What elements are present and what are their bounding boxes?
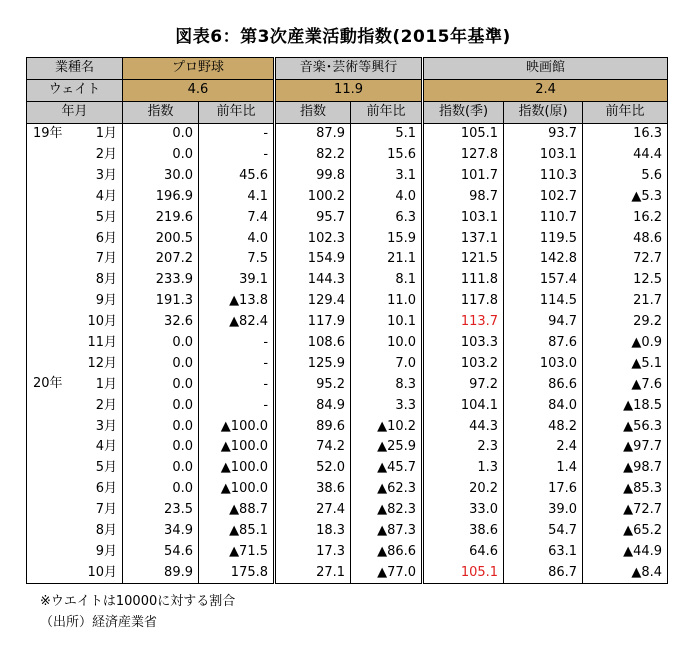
year-month-cell: [27, 228, 123, 249]
data-cell: 8.3: [351, 374, 423, 395]
data-cell: 72.7: [583, 249, 668, 270]
month-label: 6月: [95, 230, 117, 246]
data-cell: 34.9: [123, 521, 199, 542]
month-label: 10月: [87, 314, 117, 330]
year-month-cell: [27, 291, 123, 312]
data-cell: 3.3: [351, 395, 423, 416]
data-table: [26, 57, 668, 584]
data-cell: 100.2: [275, 186, 351, 207]
data-cell: 125.9: [275, 353, 351, 374]
data-cell: ▲82.3: [351, 500, 423, 521]
data-cell: ▲88.7: [199, 500, 275, 521]
data-cell: 97.2: [423, 374, 504, 395]
year-month-cell: [27, 353, 123, 374]
data-cell: 16.2: [583, 207, 668, 228]
data-cell: 27.1: [275, 562, 351, 583]
data-cell: 0.0: [123, 145, 199, 166]
data-cell: 20.2: [423, 479, 504, 500]
data-cell: ▲56.3: [583, 416, 668, 437]
data-cell: 108.6: [275, 333, 351, 354]
data-cell: 196.9: [123, 186, 199, 207]
table-row: [27, 333, 668, 354]
data-cell: 119.5: [504, 228, 583, 249]
data-cell: ▲100.0: [199, 416, 275, 437]
data-cell: 0.0: [123, 374, 199, 395]
data-cell: ▲62.3: [351, 479, 423, 500]
data-cell: 33.0: [423, 500, 504, 521]
data-cell: 74.2: [275, 437, 351, 458]
data-cell: ▲98.7: [583, 458, 668, 479]
table-row: [27, 291, 668, 312]
data-cell: 12.5: [583, 270, 668, 291]
data-cell: ▲85.1: [199, 521, 275, 542]
data-cell: 17.3: [275, 541, 351, 562]
data-cell: 84.9: [275, 395, 351, 416]
data-cell: 0.0: [123, 353, 199, 374]
data-cell: 117.8: [423, 291, 504, 312]
data-cell: ▲7.6: [583, 374, 668, 395]
table-row: [27, 458, 668, 479]
table-row: [27, 521, 668, 542]
data-cell: 87.9: [275, 123, 351, 144]
weight-performing-arts: 11.9: [275, 79, 423, 101]
data-cell: ▲0.9: [583, 333, 668, 354]
data-cell: ▲13.8: [199, 291, 275, 312]
data-cell: 4.0: [351, 186, 423, 207]
year-month-cell: [27, 249, 123, 270]
year-month-cell: [27, 541, 123, 562]
data-cell: 94.7: [504, 312, 583, 333]
data-cell: 117.9: [275, 312, 351, 333]
data-cell: 95.2: [275, 374, 351, 395]
data-cell: 38.6: [423, 521, 504, 542]
weight-baseball: 4.6: [123, 79, 275, 101]
data-cell: ▲10.2: [351, 416, 423, 437]
data-cell: 101.7: [423, 165, 504, 186]
table-row: [27, 479, 668, 500]
data-cell: 113.7: [423, 312, 504, 333]
month-label: 9月: [95, 293, 117, 309]
table-row: [27, 145, 668, 166]
data-cell: 30.0: [123, 165, 199, 186]
data-cell: 103.0: [504, 353, 583, 374]
data-cell: ▲65.2: [583, 521, 668, 542]
data-cell: 10.1: [351, 312, 423, 333]
data-cell: 89.9: [123, 562, 199, 583]
group-name-performing-arts: 音楽･芸術等興行: [275, 58, 423, 80]
data-cell: 89.6: [275, 416, 351, 437]
year-label: 20年: [33, 376, 63, 392]
month-label: 5月: [95, 460, 117, 476]
data-cell: -: [199, 374, 275, 395]
column-header: 前年比: [199, 101, 275, 123]
column-header: 指数(原): [504, 101, 583, 123]
data-cell: 111.8: [423, 270, 504, 291]
table-row: [27, 270, 668, 291]
header-row-columns: [27, 101, 668, 123]
data-cell: 103.3: [423, 333, 504, 354]
weight-label: ウェイト: [27, 79, 123, 101]
data-cell: 23.5: [123, 500, 199, 521]
data-cell: ▲87.3: [351, 521, 423, 542]
year-month-cell: [27, 123, 123, 144]
data-cell: 54.6: [123, 541, 199, 562]
data-cell: 64.6: [423, 541, 504, 562]
column-header: 前年比: [583, 101, 668, 123]
data-cell: 39.0: [504, 500, 583, 521]
data-cell: 129.4: [275, 291, 351, 312]
data-cell: 105.1: [423, 123, 504, 144]
data-cell: -: [199, 333, 275, 354]
data-cell: 63.1: [504, 541, 583, 562]
data-cell: 175.8: [199, 562, 275, 583]
data-cell: 52.0: [275, 458, 351, 479]
data-cell: 86.6: [504, 374, 583, 395]
data-cell: 103.1: [504, 145, 583, 166]
year-month-cell: [27, 416, 123, 437]
year-label: 19年: [33, 125, 63, 141]
column-header: 指数: [123, 101, 199, 123]
data-cell: ▲72.7: [583, 500, 668, 521]
table-row: [27, 541, 668, 562]
data-cell: ▲8.4: [583, 562, 668, 583]
year-month-cell: [27, 145, 123, 166]
data-cell: 154.9: [275, 249, 351, 270]
data-cell: 1.4: [504, 458, 583, 479]
data-cell: 7.0: [351, 353, 423, 374]
year-month-cell: [27, 395, 123, 416]
data-cell: 1.3: [423, 458, 504, 479]
data-cell: 6.3: [351, 207, 423, 228]
data-cell: ▲100.0: [199, 437, 275, 458]
data-cell: 114.5: [504, 291, 583, 312]
data-cell: 95.7: [275, 207, 351, 228]
data-cell: 233.9: [123, 270, 199, 291]
page-title: 図表6：第3次産業活動指数(2015年基準): [175, 27, 511, 47]
month-label: 1月: [95, 126, 117, 142]
month-label: 4月: [95, 188, 117, 204]
data-cell: 11.0: [351, 291, 423, 312]
data-cell: 0.0: [123, 333, 199, 354]
data-cell: ▲100.0: [199, 458, 275, 479]
data-cell: ▲5.1: [583, 353, 668, 374]
data-cell: 48.2: [504, 416, 583, 437]
data-cell: 0.0: [123, 479, 199, 500]
group-name-cinema: 映画館: [423, 58, 668, 80]
data-cell: -: [199, 395, 275, 416]
month-label: 2月: [95, 147, 117, 162]
year-month-cell: [27, 562, 123, 583]
data-cell: 200.5: [123, 228, 199, 249]
data-cell: 87.6: [504, 333, 583, 354]
data-cell: ▲77.0: [351, 562, 423, 583]
table-row: [27, 500, 668, 521]
data-cell: 17.6: [504, 479, 583, 500]
data-cell: 32.6: [123, 312, 199, 333]
month-label: 2月: [95, 397, 117, 413]
month-label: 5月: [95, 209, 117, 225]
data-cell: 7.5: [199, 249, 275, 270]
year-month-cell: [27, 437, 123, 458]
data-cell: 39.1: [199, 270, 275, 291]
table-row: [27, 207, 668, 228]
data-cell: 127.8: [423, 145, 504, 166]
data-cell: ▲5.3: [583, 186, 668, 207]
data-cell: 0.0: [123, 458, 199, 479]
table-row: [27, 123, 668, 144]
year-month-cell: [27, 521, 123, 542]
data-cell: 82.2: [275, 145, 351, 166]
data-cell: 110.3: [504, 165, 583, 186]
table-row: [27, 312, 668, 333]
data-cell: 121.5: [423, 249, 504, 270]
data-cell: 0.0: [123, 123, 199, 144]
data-cell: 5.6: [583, 165, 668, 186]
year-month-cell: [27, 479, 123, 500]
data-cell: ▲86.6: [351, 541, 423, 562]
month-label: 4月: [95, 439, 117, 455]
note-weight: ※ウエイトは10000に対する割合: [40, 594, 236, 609]
data-cell: 103.2: [423, 353, 504, 374]
data-cell: 54.7: [504, 521, 583, 542]
table-row: [27, 562, 668, 583]
data-cell: 0.0: [123, 437, 199, 458]
data-cell: 38.6: [275, 479, 351, 500]
column-header: 前年比: [351, 101, 423, 123]
data-cell: 142.8: [504, 249, 583, 270]
month-label: 7月: [95, 251, 117, 267]
data-cell: 84.0: [504, 395, 583, 416]
data-cell: 48.6: [583, 228, 668, 249]
data-cell: 137.1: [423, 228, 504, 249]
data-cell: 0.0: [123, 416, 199, 437]
column-header: 指数: [275, 101, 351, 123]
month-label: 3月: [95, 418, 117, 434]
data-cell: 0.0: [123, 395, 199, 416]
data-cell: 144.3: [275, 270, 351, 291]
data-cell: ▲25.9: [351, 437, 423, 458]
year-month-cell: [27, 186, 123, 207]
data-cell: 86.7: [504, 562, 583, 583]
data-cell: 16.3: [583, 123, 668, 144]
year-month-cell: [27, 458, 123, 479]
column-header: 指数(季): [423, 101, 504, 123]
data-cell: 207.2: [123, 249, 199, 270]
data-cell: 21.1: [351, 249, 423, 270]
data-cell: 15.6: [351, 145, 423, 166]
year-month-cell: [27, 165, 123, 186]
data-cell: 15.9: [351, 228, 423, 249]
data-cell: ▲45.7: [351, 458, 423, 479]
note-source: （出所）経済産業省: [40, 615, 158, 630]
data-cell: -: [199, 123, 275, 144]
weight-cinema: 2.4: [423, 79, 668, 101]
data-cell: 110.7: [504, 207, 583, 228]
data-cell: 103.1: [423, 207, 504, 228]
data-cell: ▲18.5: [583, 395, 668, 416]
month-label: 10月: [87, 564, 117, 580]
table-row: [27, 353, 668, 374]
group-name-baseball: プロ野球: [123, 58, 275, 80]
data-cell: 27.4: [275, 500, 351, 521]
data-cell: 2.3: [423, 437, 504, 458]
data-cell: ▲85.3: [583, 479, 668, 500]
data-cell: 5.1: [351, 123, 423, 144]
table-row: [27, 186, 668, 207]
data-cell: 7.4: [199, 207, 275, 228]
table-row: [27, 374, 668, 395]
table-row: [27, 437, 668, 458]
header-row-industry: [27, 58, 668, 80]
data-cell: 4.0: [199, 228, 275, 249]
month-label: 11月: [87, 335, 117, 351]
data-cell: 157.4: [504, 270, 583, 291]
data-cell: 102.3: [275, 228, 351, 249]
data-cell: 3.1: [351, 165, 423, 186]
month-label: 12月: [87, 355, 117, 371]
data-cell: 44.4: [583, 145, 668, 166]
footnotes: [40, 591, 235, 633]
data-cell: 10.0: [351, 333, 423, 354]
month-label: 1月: [95, 376, 117, 392]
industry-label: 業種名: [27, 58, 123, 80]
data-cell: 93.7: [504, 123, 583, 144]
data-cell: 102.7: [504, 186, 583, 207]
data-cell: ▲44.9: [583, 541, 668, 562]
data-cell: ▲71.5: [199, 541, 275, 562]
data-cell: -: [199, 353, 275, 374]
year-month-cell: [27, 270, 123, 291]
month-label: 9月: [95, 543, 117, 559]
data-cell: 18.3: [275, 521, 351, 542]
data-cell: 99.8: [275, 165, 351, 186]
month-label: 7月: [95, 502, 117, 518]
data-cell: 44.3: [423, 416, 504, 437]
year-month-cell: [27, 500, 123, 521]
year-month-cell: [27, 207, 123, 228]
data-cell: 191.3: [123, 291, 199, 312]
data-cell: ▲97.7: [583, 437, 668, 458]
month-label: 8月: [95, 272, 117, 288]
year-month-cell: [27, 333, 123, 354]
yearmonth-label: 年月: [27, 101, 123, 123]
data-cell: ▲82.4: [199, 312, 275, 333]
table-row: [27, 165, 668, 186]
data-cell: ▲100.0: [199, 479, 275, 500]
year-month-cell: [27, 374, 123, 395]
data-cell: 104.1: [423, 395, 504, 416]
month-label: 3月: [95, 167, 117, 183]
table-row: [27, 395, 668, 416]
data-cell: 8.1: [351, 270, 423, 291]
header-row-weight: [27, 79, 668, 101]
table-row: [27, 416, 668, 437]
data-cell: 98.7: [423, 186, 504, 207]
year-month-cell: [27, 312, 123, 333]
data-cell: 4.1: [199, 186, 275, 207]
data-cell: 2.4: [504, 437, 583, 458]
data-cell: 105.1: [423, 562, 504, 583]
data-cell: -: [199, 145, 275, 166]
table-row: [27, 249, 668, 270]
month-label: 6月: [95, 481, 117, 497]
data-cell: 45.6: [199, 165, 275, 186]
data-cell: 29.2: [583, 312, 668, 333]
data-cell: 219.6: [123, 207, 199, 228]
table-row: [27, 228, 668, 249]
data-cell: 21.7: [583, 291, 668, 312]
month-label: 8月: [95, 523, 117, 539]
